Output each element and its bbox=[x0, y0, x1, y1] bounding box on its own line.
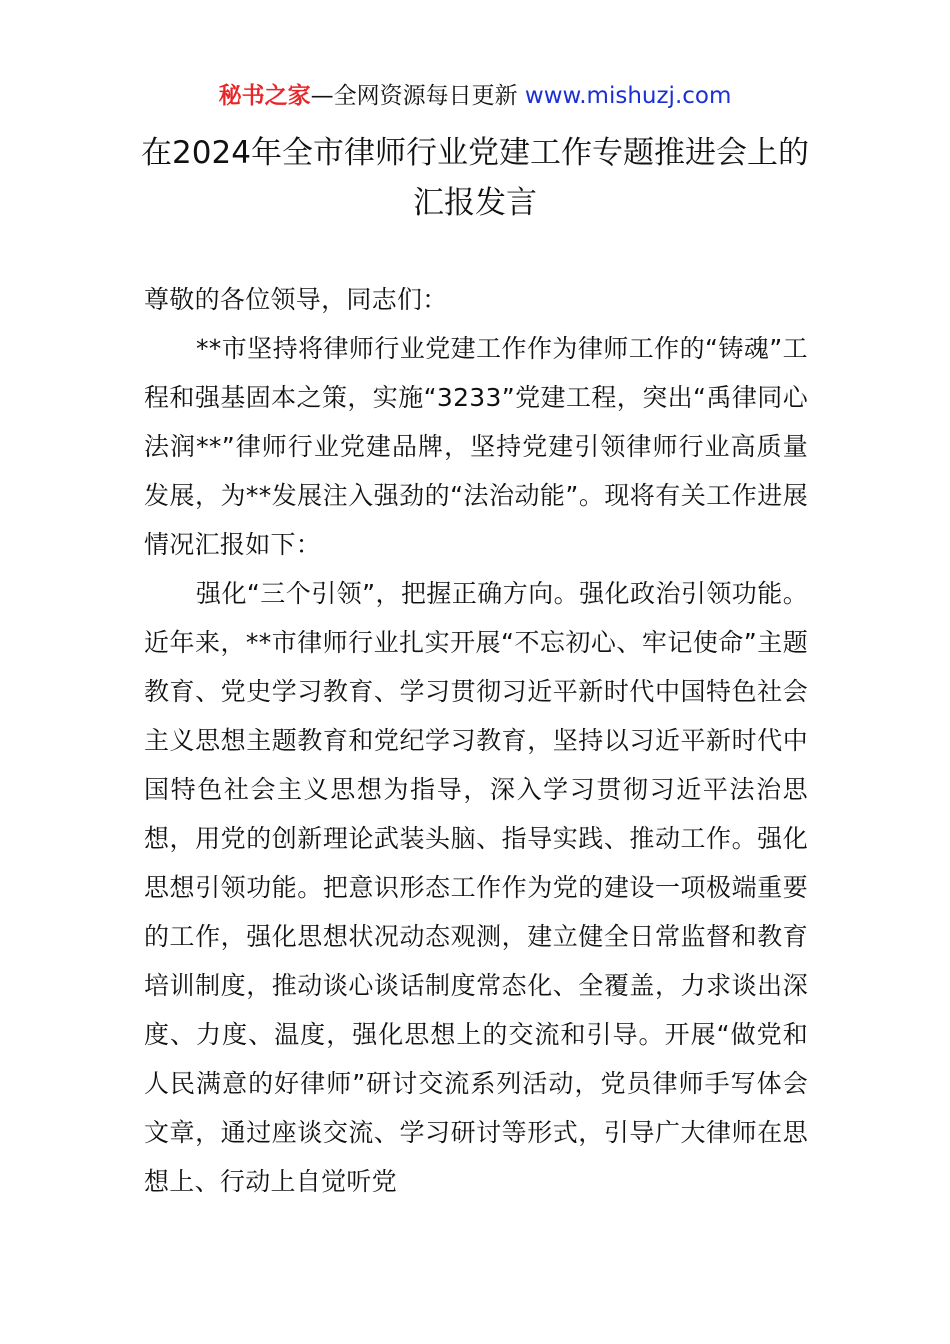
site-url-link[interactable]: www.mishuzj.com bbox=[524, 83, 732, 109]
document-body bbox=[144, 275, 808, 1206]
salutation: 尊敬的各位领导，同志们： bbox=[144, 285, 448, 314]
document-title: 在2024年全市律师行业党建工作专题推进会上的汇报发言 bbox=[141, 135, 809, 221]
paragraph-section-1: 强化“三个引领”，把握正确方向。强化政治引领功能。近年来，**市律师行业扎实开展“不忘初心、牢记使命”主题教育、党史学习教育、学习贯彻习近平新时代中国特色社会主义思想主题教育和党纪学习教育，坚持以习近平新时代中国特色社会主义思想为指导，深入学习贯彻习近平法治思想，用党的创新理论武装头脑、指导实践、推动工作。强化思想引领功能。把意识形态工作作为党的建设一项极端重要的工作，强化思想状况动态观测，建立健全日常监督和教育培训制度，推动谈心谈话制度常态化、全覆盖，力求谈出深度、力度、温度，强化思想上的交流和引导。开展“做党和人民满意的好律师”研讨交流系列活动，党员律师手写体会文章，通过座谈交流、学习研讨等形式，引导广大律师在思想上、行动上自觉听党 bbox=[144, 579, 808, 1196]
brand-name: 秘书之家 bbox=[218, 83, 311, 109]
header-tagline: —全网资源每日更新 bbox=[310, 83, 525, 109]
site-header bbox=[0, 80, 950, 112]
paragraph-intro: **市坚持将律师行业党建工作作为律师工作的“铸魂”工程和强基固本之策，实施“3233”党建工程，突出“禹律同心法润**”律师行业党建品牌，坚持党建引领律师行业高质量发展，为**发展注入强劲的“法治动能”。现将有关工作进展情况汇报如下： bbox=[144, 334, 808, 559]
